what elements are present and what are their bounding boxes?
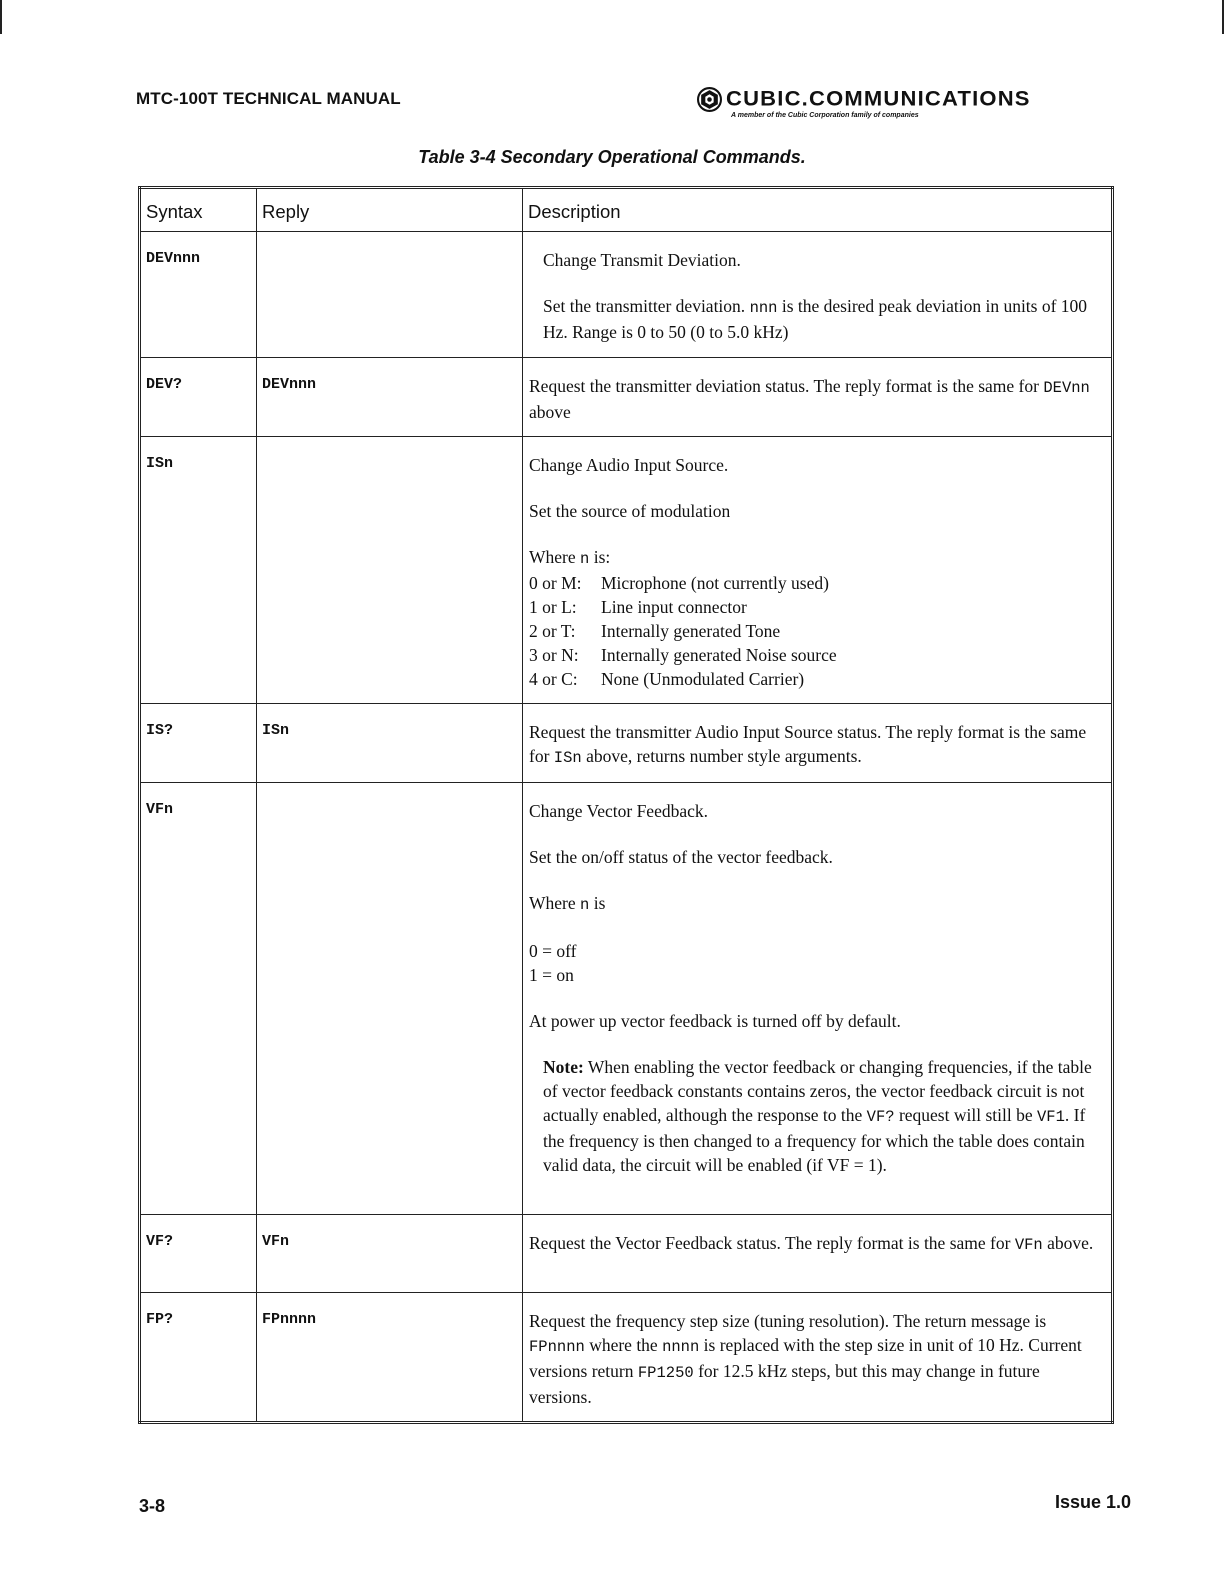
source-option: 3 or N: Internally generated Noise source <box>529 645 837 665</box>
syntax-cell: VFn <box>140 783 257 1215</box>
table-row <box>140 437 1113 704</box>
issue-label: Issue 1.0 <box>1054 1492 1131 1512</box>
description-title: Change Vector Feedback. <box>529 801 708 821</box>
description-body: Request the frequency step size (tuning resolution). The return message is FPnnnn where the nnnn is replaced with the step size in unit of 10 Hz. Current versions return FP1250 for 12.5 kHz steps, but this may change in future versions. <box>529 1311 1082 1407</box>
syntax-cell: DEVnnn <box>140 232 257 358</box>
inline-code: VF? <box>866 1108 895 1126</box>
header-description: Description <box>523 188 1113 232</box>
table-caption: Table 3-4 Secondary Operational Commands. <box>418 147 806 167</box>
brand-header <box>697 86 1137 119</box>
reply-cell: DEVnnn <box>257 358 523 437</box>
description-cell <box>523 358 1113 437</box>
table-header-row <box>140 188 1113 232</box>
reply-cell: ISn <box>257 704 523 783</box>
inline-code: DEVnn <box>1043 379 1090 397</box>
brand-name: CUBIC.COMMUNICATIONS <box>726 86 1031 111</box>
description-body: Set the source of modulation <box>529 501 731 521</box>
reply-cell: VFn <box>257 1215 523 1293</box>
manual-title: MTC-100T TECHNICAL MANUAL <box>136 89 401 108</box>
description-title: Change Audio Input Source. <box>529 455 729 475</box>
description-body: Request the transmitter Audio Input Source status. The reply format is the same for ISn above, returns number style arguments. <box>529 722 1087 767</box>
syntax-cell: FP? <box>140 1293 257 1423</box>
default-note: At power up vector feedback is turned off by default. <box>529 1011 901 1031</box>
description-body: Set the on/off status of the vector feedback. <box>529 847 833 867</box>
cubic-logo-icon <box>697 87 722 112</box>
brand-tagline: A member of the Cubic Corporation family of companies <box>731 112 919 119</box>
description-cell <box>523 704 1113 783</box>
inline-code: nnnn <box>662 1338 700 1356</box>
description-cell <box>523 1215 1113 1293</box>
inline-code: FP1250 <box>637 1364 694 1382</box>
scan-edge-mark-left <box>0 0 2 34</box>
table-row <box>140 704 1113 783</box>
description-cell <box>523 232 1113 358</box>
where-line: Where n is: <box>529 547 611 568</box>
source-option: 1 or L: Line input connector <box>529 597 747 617</box>
table-row <box>140 1215 1113 1293</box>
commands-table <box>138 186 1114 1424</box>
syntax-cell: DEV? <box>140 358 257 437</box>
inline-code: n <box>580 550 590 568</box>
description-title: Change Transmit Deviation. <box>543 250 741 270</box>
table-row <box>140 1293 1113 1423</box>
where-line: Where n is <box>529 893 606 914</box>
source-option: 4 or C: None (Unmodulated Carrier) <box>529 669 805 689</box>
source-option: 2 or T: Internally generated Tone <box>529 621 781 641</box>
table-row <box>140 783 1113 1215</box>
syntax-cell: IS? <box>140 704 257 783</box>
header-reply: Reply <box>257 188 523 232</box>
description-body: Request the transmitter deviation status. The reply format is the same for DEVnn above <box>529 376 1090 422</box>
description-cell <box>523 1293 1113 1423</box>
inline-code: n <box>580 896 590 914</box>
value-off: 0 = off <box>529 941 577 961</box>
inline-code: FPnnnn <box>529 1338 585 1356</box>
inline-code: ISn <box>553 749 582 767</box>
table-row <box>140 232 1113 358</box>
table-row <box>140 358 1113 437</box>
description-body: Set the transmitter deviation. nnn is the desired peak deviation in units of 100 Hz. Range is 0 to 50 (0 to 5.0 kHz) <box>543 296 1088 342</box>
page-number: 3-8 <box>139 1496 166 1516</box>
reply-cell: FPnnnn <box>257 1293 523 1423</box>
inline-code: VF1 <box>1036 1108 1065 1126</box>
note-label: Note: <box>543 1057 584 1077</box>
description-body: Request the Vector Feedback status. The reply format is the same for VFn above. <box>529 1233 1094 1254</box>
header-syntax: Syntax <box>140 188 257 232</box>
reply-cell <box>257 232 523 358</box>
description-cell <box>523 783 1113 1215</box>
description-cell <box>523 437 1113 704</box>
reply-cell <box>257 783 523 1215</box>
reply-cell <box>257 437 523 704</box>
syntax-cell: ISn <box>140 437 257 704</box>
note-paragraph: Note: When enabling the vector feedback or changing frequencies, if the table of vector feedback constants contains zeros, the vector feedback circuit is not actually enabled, although the response to the VF? request will still be VF1. If the frequency is then changed to a frequency for which the table does contain valid data, the circuit will be enabled (if VF = 1). <box>543 1057 1092 1175</box>
source-option: 0 or M: Microphone (not currently used) <box>529 573 829 593</box>
syntax-cell: VF? <box>140 1215 257 1293</box>
value-on: 1 = on <box>529 965 574 985</box>
inline-code: VFn <box>1014 1236 1043 1254</box>
inline-code: nnn <box>749 299 778 317</box>
